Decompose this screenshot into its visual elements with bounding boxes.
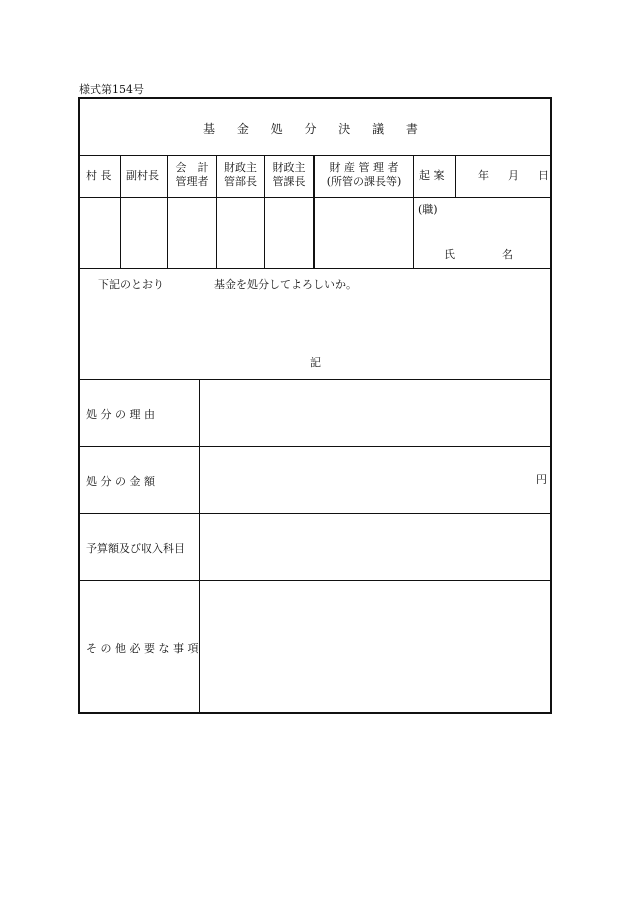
statement-lead: 下記のとおり — [98, 278, 164, 291]
finance-dept-head-label: 財政主 管部長 — [224, 161, 257, 188]
property-manager-label: 財 産 管 理 者 (所管の課長等) — [326, 161, 402, 188]
divider — [80, 513, 550, 514]
ki-label: 記 — [310, 356, 321, 369]
divider — [80, 268, 550, 269]
given-name-label: 名 — [502, 248, 513, 261]
position-label: (職) — [418, 203, 438, 216]
divider — [80, 379, 550, 380]
divider — [80, 446, 550, 447]
day-label: 日 — [538, 169, 549, 182]
divider — [413, 155, 414, 268]
surname-label: 氏 — [444, 248, 455, 261]
divider — [80, 580, 550, 581]
reason-label: 処 分 の 理 由 — [86, 408, 155, 421]
divider — [455, 155, 456, 197]
accountant-label: 会 計 管理者 — [175, 161, 209, 188]
month-label: 月 — [508, 169, 519, 182]
yen-label: 円 — [536, 473, 547, 486]
deputy-village-head-label: 副村長 — [126, 169, 159, 182]
divider — [199, 379, 200, 714]
budget-label: 予算額及び収入科目 — [86, 542, 185, 555]
divider — [80, 197, 550, 198]
amount-label: 処 分 の 金 額 — [86, 475, 155, 488]
statement-text: 基金を処分してよろしいか。 — [214, 278, 357, 291]
finance-section-head-label: 財政主 管課長 — [272, 161, 306, 188]
other-matters-label: そ の 他 必 要 な 事 項 — [86, 642, 199, 655]
divider — [80, 155, 550, 156]
form-number: 様式第154号 — [79, 83, 144, 96]
year-label: 年 — [478, 169, 489, 182]
village-head-label: 村 長 — [86, 169, 112, 182]
disposition-form — [78, 97, 552, 714]
form-title: 基 金 処 分 決 議 書 — [203, 122, 427, 136]
drafting-label: 起 案 — [419, 169, 445, 182]
divider — [120, 155, 121, 268]
